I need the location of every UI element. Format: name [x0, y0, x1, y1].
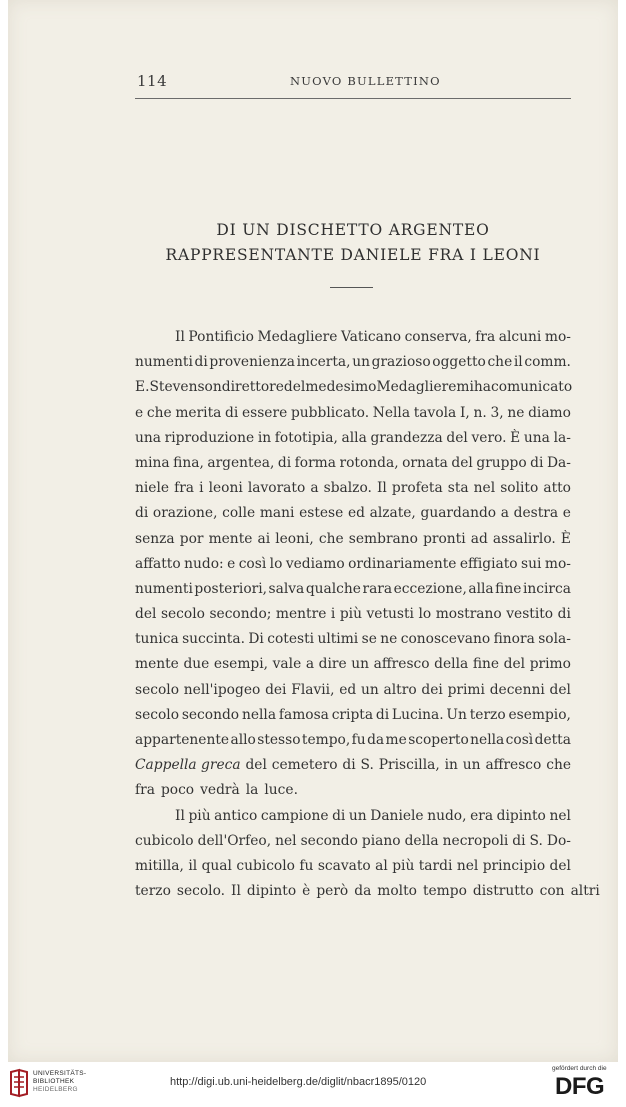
body-line: niele fra i leoni lavorato a sbalzo. Il profeta sta nel solito atto: [135, 480, 571, 497]
body-line: mina fina, argentea, di forma rotonda, ornata del gruppo di Da-: [135, 454, 571, 471]
body-line: fra poco vedrà la luce.: [135, 782, 298, 799]
body-line: numenti posteriori, salva qualche rara eccezione, alla fine incirca: [135, 580, 571, 597]
body-line: mitilla, il qual cubicolo fu scavato al più tardi nel principio del: [135, 857, 571, 874]
library-line-1: UNIVERSITÄTS-: [33, 1070, 87, 1077]
dfg-logo: DFG: [555, 1073, 605, 1100]
page-number: 114: [137, 72, 168, 90]
library-line-2: BIBLIOTHEK: [33, 1078, 75, 1085]
article-title: [135, 218, 571, 268]
body-line: cubicolo dell'Orfeo, nel secondo piano della necropoli di S. Do-: [135, 832, 571, 849]
library-name: [33, 1070, 86, 1094]
body-line: tunica succinta. Di cotesti ultimi se ne conoscevano finora sola-: [135, 631, 571, 648]
body-line: E. Stevenson direttore del medesimo Medagliere mi ha comunicato: [135, 379, 573, 396]
article-body: [135, 325, 600, 904]
body-line: Il più antico campione di un Daniele nudo, era dipinto nel: [175, 807, 571, 824]
body-line: una riproduzione in fototipia, alla grandezza del vero. È una la-: [135, 429, 571, 446]
body-line: appartenente allo stesso tempo, fu da me scoperto nella così detta: [135, 732, 571, 748]
body-line: secolo secondo nella famosa cripta di Lucina. Un terzo esempio,: [135, 706, 571, 723]
source-url[interactable]: http://digi.ub.uni-heidelberg.de/diglit/nbacr1895/0120: [170, 1076, 427, 1088]
body-line: affatto nudo: e così lo vediamo ordinariamente effigiato sui mo-: [135, 555, 571, 572]
body-line: Cappella greca del cemetero di S. Priscilla, in un affresco che: [135, 757, 571, 774]
body-line: terzo secolo. Il dipinto è però da molto tempo distrutto con altri: [135, 883, 600, 900]
running-head: NUOVO BULLETTINO: [290, 74, 441, 88]
body-line: del secolo secondo; mentre i più vetusti lo mostrano vestito di: [135, 606, 571, 623]
body-line: senza por mente ai leoni, che sembrano pronti ad assalirlo. È: [135, 530, 571, 547]
body-line: numenti di provenienza incerta, un grazioso oggetto che il comm.: [135, 354, 571, 371]
funded-by-label: gefördert durch die: [552, 1065, 607, 1072]
body-line: e che merita di essere pubblicato. Nella tavola I, n. 3, ne diamo: [135, 404, 571, 421]
body-line: mente due esempi, vale a dire un affresco della fine del primo: [135, 656, 571, 673]
title-line-1: DI UN DISCHETTO ARGENTEO: [216, 221, 490, 239]
header-divider: [135, 98, 571, 99]
title-line-2: RAPPRESENTANTE DANIELE FRA I LEONI: [165, 246, 541, 264]
body-line: Il Pontificio Medagliere Vaticano conserva, fra alcuni mo-: [175, 329, 571, 345]
library-line-3: HEIDELBERG: [33, 1086, 78, 1093]
body-line: di orazione, colle mani estese ed alzate, guardando a destra e: [135, 505, 571, 522]
body-line: secolo nell'ipogeo dei Flavii, ed un altro dei primi decenni del: [135, 681, 571, 698]
university-library-logo-icon: [8, 1068, 30, 1098]
title-divider: [330, 287, 373, 288]
